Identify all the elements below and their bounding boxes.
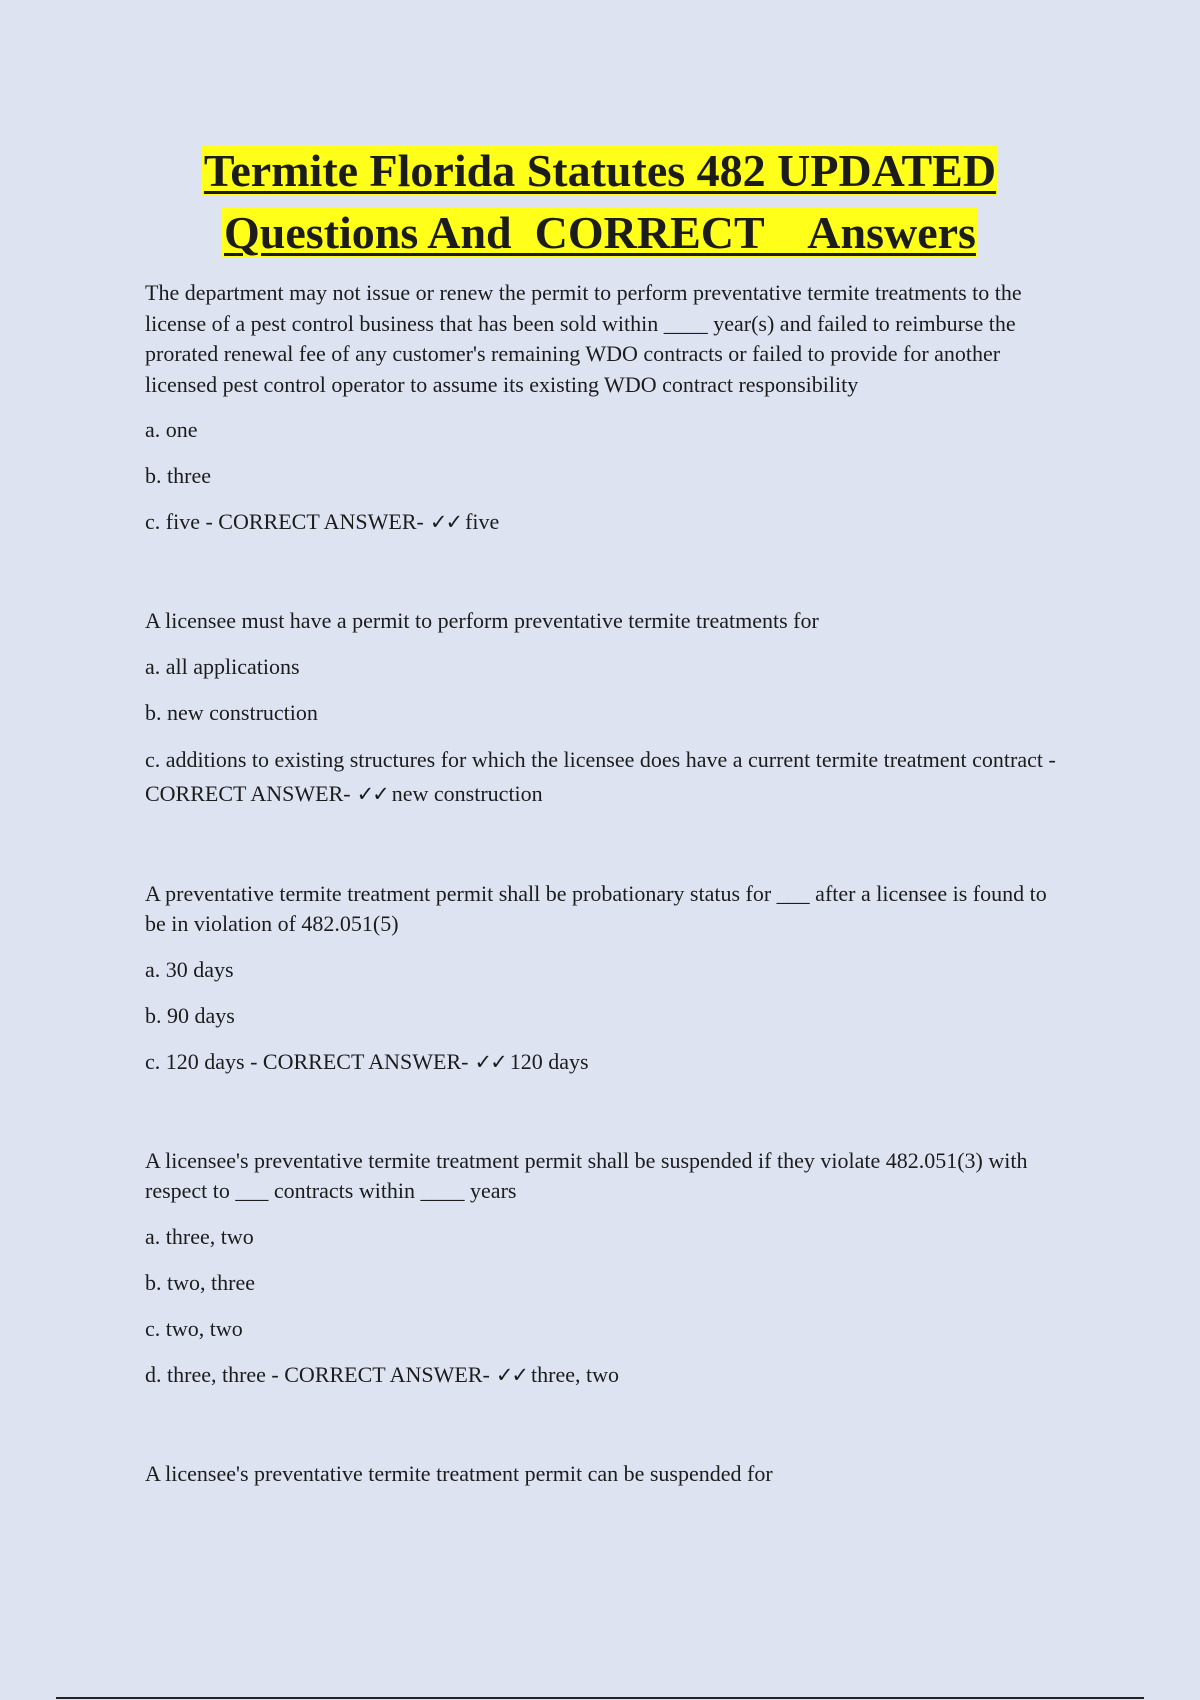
option-text: c. five - CORRECT ANSWER-: [145, 509, 424, 534]
document-title: [0, 140, 1200, 264]
option: b. new construction: [145, 699, 318, 725]
option: a. all applications: [145, 653, 300, 679]
question-text: A licensee's preventative termite treatment permit can be suspended for: [145, 1460, 773, 1486]
option: a. three, two: [145, 1223, 254, 1249]
title-line-1: [0, 140, 1200, 202]
option-text: c. 120 days - CORRECT ANSWER-: [145, 1048, 469, 1074]
option: c. two, two: [145, 1315, 243, 1341]
correct-answer: new construction: [391, 780, 543, 806]
option: b. 90 days: [145, 1002, 235, 1028]
option-with-answer: [145, 506, 1065, 538]
option-with-answer: [145, 1046, 1065, 1078]
question-text: A licensee's preventative termite treatment permit shall be suspended if they violate 482.051(3) with respect to ___ contracts within ____ years: [145, 1147, 1028, 1203]
title-line-2: [0, 202, 1200, 264]
option: b. two, three: [145, 1269, 255, 1295]
double-check-icon: ✓✓: [356, 781, 388, 806]
correct-answer: 120 days: [509, 1048, 589, 1074]
option: b. three: [145, 463, 211, 488]
option-with-answer: [145, 1359, 1065, 1391]
question-text: A licensee must have a permit to perform preventative termite treatments for: [145, 608, 819, 633]
footer-divider: [56, 1697, 1144, 1699]
question-list: [145, 278, 1065, 1489]
correct-answer: five: [465, 509, 500, 534]
question-text: The department may not issue or renew the permit to perform preventative termite treatments to the license of a pest control business that has been sold within ____ year(s) and failed to reimburse the prorated renewal fee of any customer's remaining WDO contracts or failed to provide for another licensed pest control operator to assume its existing WDO contract responsibility: [145, 280, 1022, 397]
title-line-2-text: Questions And CORRECT Answers: [224, 207, 976, 258]
question-text: A preventative termite treatment permit shall be probationary status for ___ after a licensee is found to be in violation of 482.051(5): [145, 880, 1047, 936]
question-block: [145, 879, 1065, 1078]
question-block: [145, 278, 1065, 538]
question-block: [145, 1459, 1065, 1490]
option-with-answer: [145, 743, 1065, 811]
double-check-icon: ✓✓: [429, 510, 462, 534]
option: a. 30 days: [145, 956, 234, 982]
double-check-icon: ✓✓: [474, 1049, 506, 1074]
title-line-1-text: Termite Florida Statutes 482 UPDATED: [203, 145, 997, 196]
double-check-icon: ✓✓: [495, 1362, 528, 1387]
question-block: [145, 606, 1065, 811]
option-text: d. three, three - CORRECT ANSWER-: [145, 1361, 490, 1387]
option-text: c. additions to existing structures for which the licensee does have a current termite treatment contract - CORRECT ANSWER-: [145, 746, 1056, 806]
question-block: [145, 1146, 1065, 1391]
option: a. one: [145, 417, 198, 442]
correct-answer: three, two: [531, 1361, 619, 1387]
